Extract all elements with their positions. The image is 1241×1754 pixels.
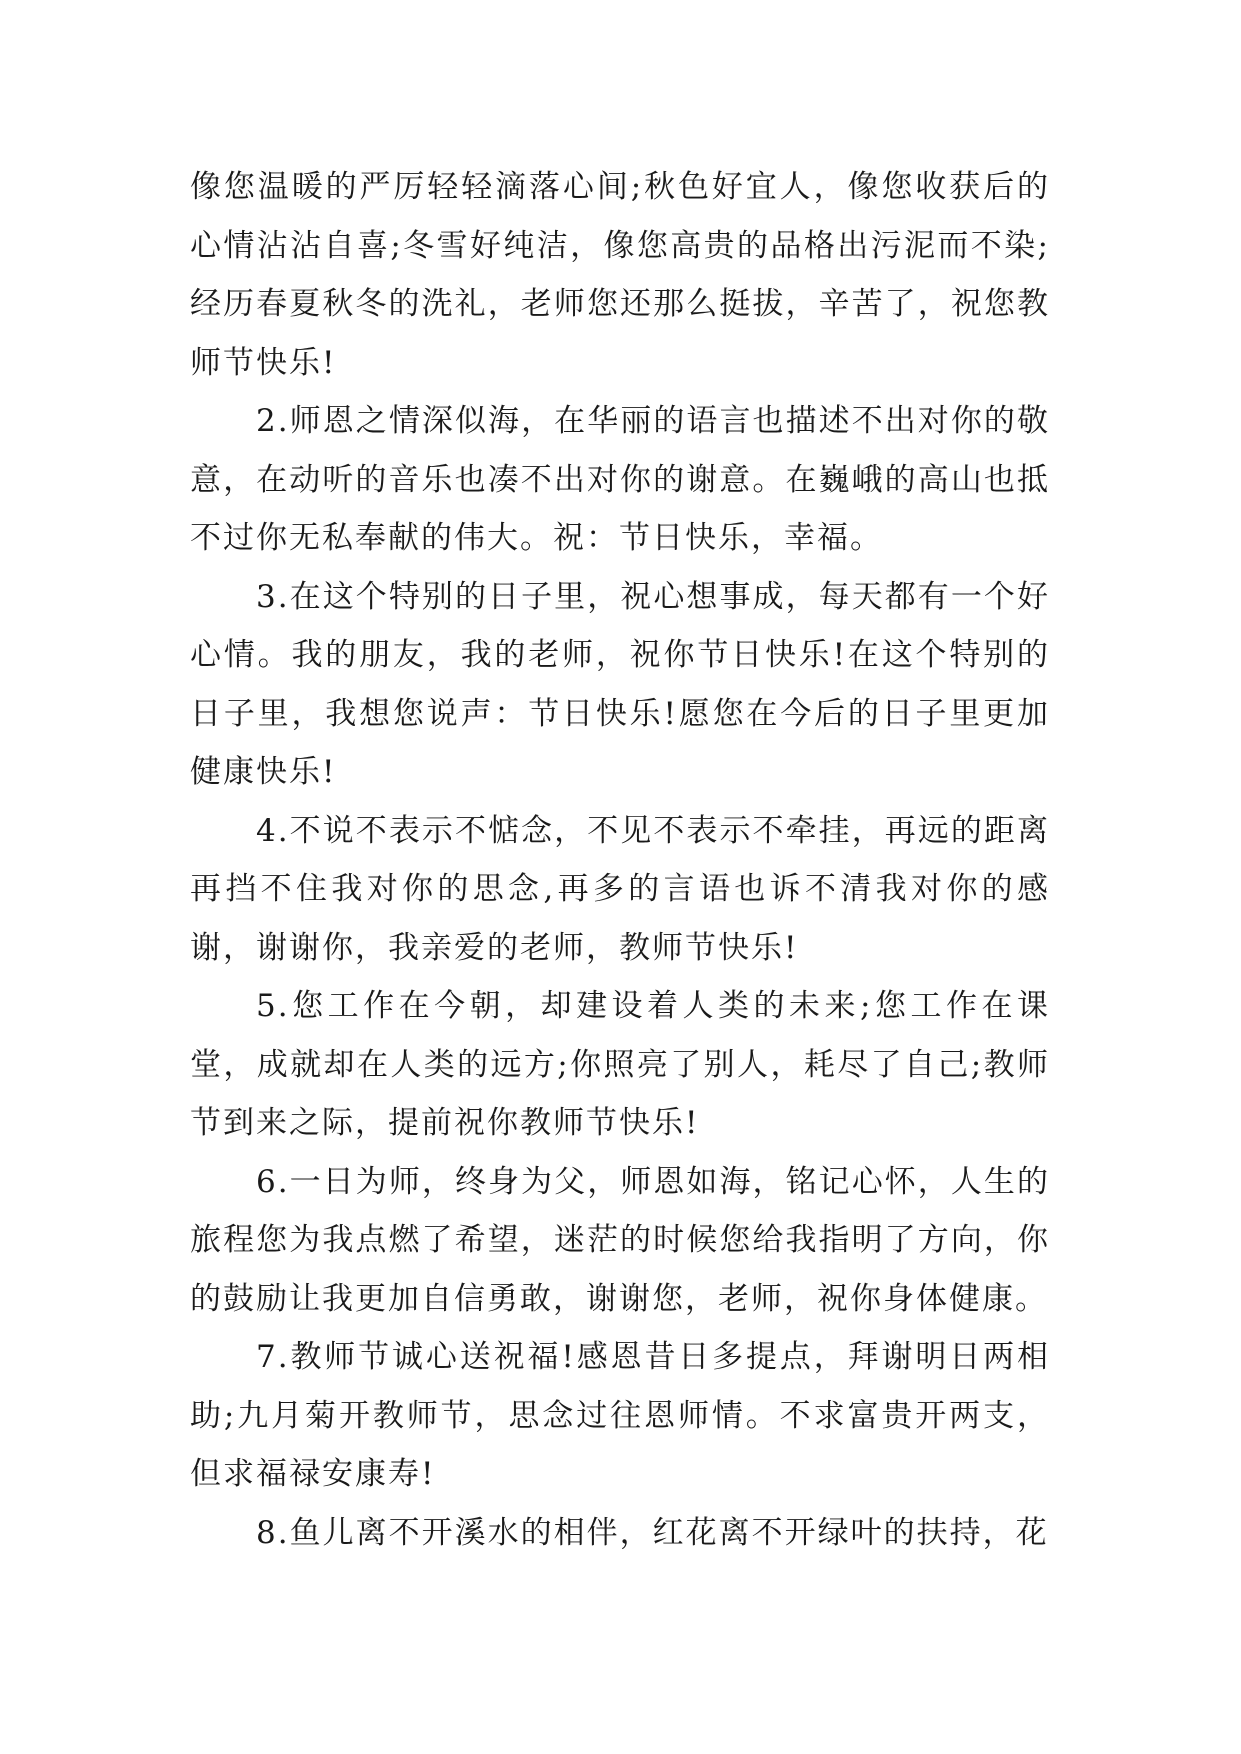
paragraph-item-8: 8.鱼儿离不开溪水的相伴，红花离不开绿叶的扶持，花 <box>256 1514 1049 1551</box>
paragraph-item-6: 6.一日为师，终身为父，师恩如海，铭记心怀，人生的旅程您为我点燃了希望，迷茫的时候您给我指明了方向，你的鼓励让我更加自信勇敢，谢谢您，老师，祝你身体健康。 <box>190 1163 1050 1317</box>
paragraph-item-4: 4.不说不表示不惦念，不见不表示不牵挂，再远的距离再挡不住我对你的思念,再多的言语也诉不清我对你的感谢，谢谢你，我亲爱的老师，教师节快乐! <box>190 812 1050 966</box>
paragraph-item-5: 5.您工作在今朝，却建设着人类的未来;您工作在课堂，成就却在人类的远方;你照亮了别人，耗尽了自己;教师节到来之际，提前祝你教师节快乐! <box>190 988 1050 1141</box>
paragraph-continued: 像您温暖的严厉轻轻滴落心间;秋色好宜人，像您收获后的心情沾沾自喜;冬雪好纯洁，像您高贵的品格出污泥而不染;经历春夏秋冬的洗礼，老师您还那么挺拔，辛苦了，祝您教师节快乐! <box>190 169 1050 381</box>
paragraph-item-7: 7.教师节诚心送祝福!感恩昔日多提点，拜谢明日两相助;九月菊开教师节，思念过往恩师情。不求富贵开两支，但求福禄安康寿! <box>190 1339 1050 1492</box>
paragraph-item-2: 2.师恩之情深似海，在华丽的语言也描述不出对你的敬意，在动听的音乐也凑不出对你的谢意。在巍峨的高山也抵不过你无私奉献的伟大。祝：节日快乐，幸福。 <box>190 403 1050 556</box>
paragraph-item-3: 3.在这个特别的日子里，祝心想事成，每天都有一个好心情。我的朋友，我的老师，祝你节日快乐!在这个特别的日子里，我想您说声：节日快乐!愿您在今后的日子里更加健康快乐! <box>190 578 1050 790</box>
document-body <box>190 158 1050 1562</box>
